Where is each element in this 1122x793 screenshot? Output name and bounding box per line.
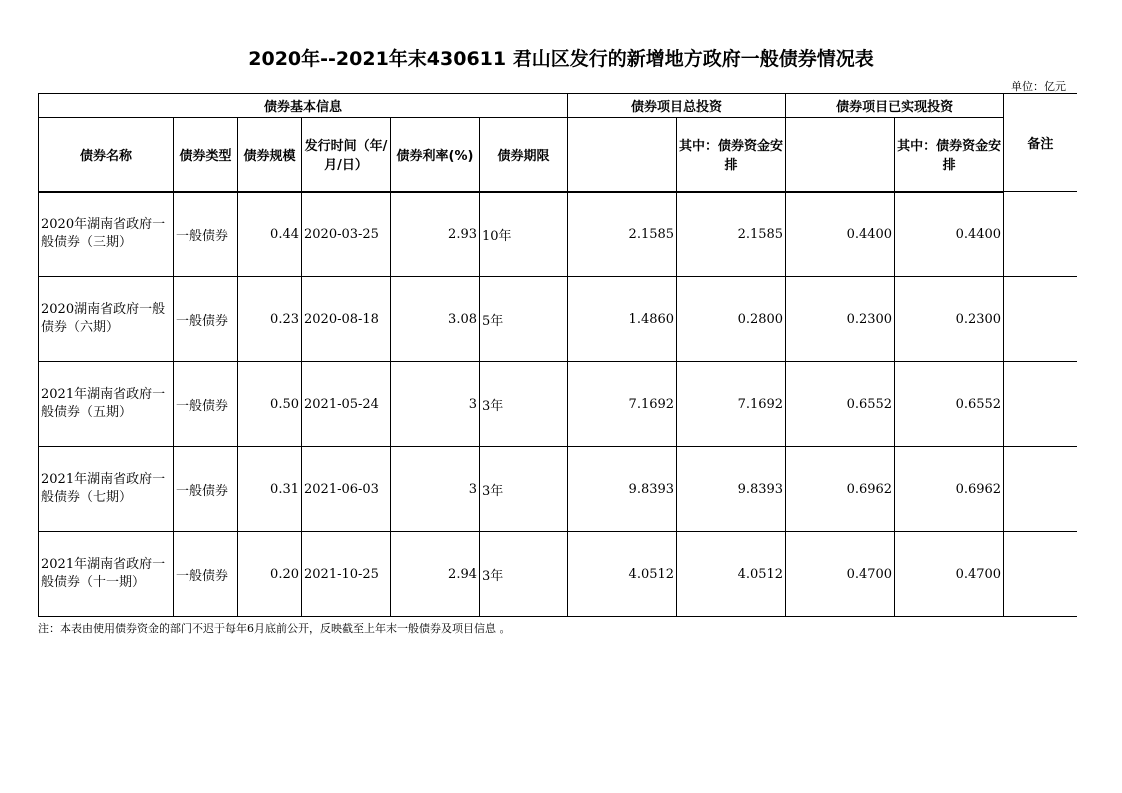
header-row-1 (39, 94, 1077, 118)
table-row (39, 192, 1077, 277)
header-term: 债券期限 (480, 118, 568, 192)
cell-realized-funds: 0.6962 (895, 447, 1004, 532)
cell-term: 10年 (480, 192, 568, 277)
cell-total-funds: 4.0512 (677, 532, 786, 617)
cell-term: 3年 (480, 362, 568, 447)
cell-rate: 2.93 (391, 192, 480, 277)
unit-label: 单位：亿元 (1011, 80, 1066, 93)
table-row (39, 362, 1077, 447)
header-scale: 债券规模 (238, 118, 302, 192)
cell-realized-funds: 0.4400 (895, 192, 1004, 277)
cell-term: 3年 (480, 447, 568, 532)
header-name: 债券名称 (39, 118, 174, 192)
cell-name: 2021年湖南省政府一般债券（七期） (39, 447, 174, 532)
header-issue-date: 发行时间（年/月/日） (302, 118, 391, 192)
cell-name: 2021年湖南省政府一般债券（十一期） (39, 532, 174, 617)
cell-total-funds: 9.8393 (677, 447, 786, 532)
header-realized-investment: 债券项目已实现投资 (786, 94, 1004, 118)
table-row (39, 447, 1077, 532)
debt-table (38, 93, 1077, 617)
cell-total-funds: 7.1692 (677, 362, 786, 447)
cell-type: 一般债券 (174, 192, 238, 277)
header-realized-funds: 其中：债券资金安排 (895, 118, 1004, 192)
cell-realized: 0.6552 (786, 362, 895, 447)
cell-remark (1004, 447, 1077, 532)
cell-scale: 0.50 (238, 362, 302, 447)
cell-rate: 3 (391, 447, 480, 532)
cell-realized: 0.2300 (786, 277, 895, 362)
cell-realized: 0.4400 (786, 192, 895, 277)
page-title: 2020年--2021年末430611 君山区发行的新增地方政府一般债券情况表 (248, 48, 874, 70)
cell-issue-date: 2021-05-24 (302, 362, 391, 447)
cell-scale: 0.20 (238, 532, 302, 617)
cell-issue-date: 2020-08-18 (302, 277, 391, 362)
cell-type: 一般债券 (174, 277, 238, 362)
header-total-funds: 其中：债券资金安排 (677, 118, 786, 192)
cell-total: 9.8393 (568, 447, 677, 532)
cell-rate: 3 (391, 362, 480, 447)
cell-total: 4.0512 (568, 532, 677, 617)
cell-term: 5年 (480, 277, 568, 362)
cell-type: 一般债券 (174, 532, 238, 617)
cell-realized-funds: 0.6552 (895, 362, 1004, 447)
cell-remark (1004, 277, 1077, 362)
header-row-2 (39, 118, 1077, 192)
header-basic-info: 债券基本信息 (39, 94, 568, 118)
cell-total: 1.4860 (568, 277, 677, 362)
header-total-investment: 债券项目总投资 (568, 94, 786, 118)
cell-name: 2020年湖南省政府一般债券（三期） (39, 192, 174, 277)
header-remark: 备注 (1004, 94, 1077, 192)
table-row (39, 532, 1077, 617)
header-realized-blank (786, 118, 895, 192)
cell-total-funds: 2.1585 (677, 192, 786, 277)
cell-realized-funds: 0.2300 (895, 277, 1004, 362)
cell-realized-funds: 0.4700 (895, 532, 1004, 617)
cell-type: 一般债券 (174, 362, 238, 447)
cell-remark (1004, 192, 1077, 277)
cell-scale: 0.44 (238, 192, 302, 277)
cell-scale: 0.31 (238, 447, 302, 532)
cell-total-funds: 0.2800 (677, 277, 786, 362)
cell-term: 3年 (480, 532, 568, 617)
cell-remark (1004, 532, 1077, 617)
table-row (39, 277, 1077, 362)
cell-name: 2021年湖南省政府一般债券（五期） (39, 362, 174, 447)
cell-total: 7.1692 (568, 362, 677, 447)
header-rate: 债券利率(%) (391, 118, 480, 192)
cell-total: 2.1585 (568, 192, 677, 277)
cell-realized: 0.6962 (786, 447, 895, 532)
cell-scale: 0.23 (238, 277, 302, 362)
cell-rate: 3.08 (391, 277, 480, 362)
cell-issue-date: 2021-06-03 (302, 447, 391, 532)
header-total-blank (568, 118, 677, 192)
cell-rate: 2.94 (391, 532, 480, 617)
cell-name: 2020湖南省政府一般债券（六期） (39, 277, 174, 362)
cell-issue-date: 2021-10-25 (302, 532, 391, 617)
cell-issue-date: 2020-03-25 (302, 192, 391, 277)
header-type: 债券类型 (174, 118, 238, 192)
footnote: 注：本表由使用债券资金的部门不迟于每年6月底前公开，反映截至上年末一般债券及项目信息 。 (38, 622, 511, 635)
cell-realized: 0.4700 (786, 532, 895, 617)
cell-type: 一般债券 (174, 447, 238, 532)
cell-remark (1004, 362, 1077, 447)
